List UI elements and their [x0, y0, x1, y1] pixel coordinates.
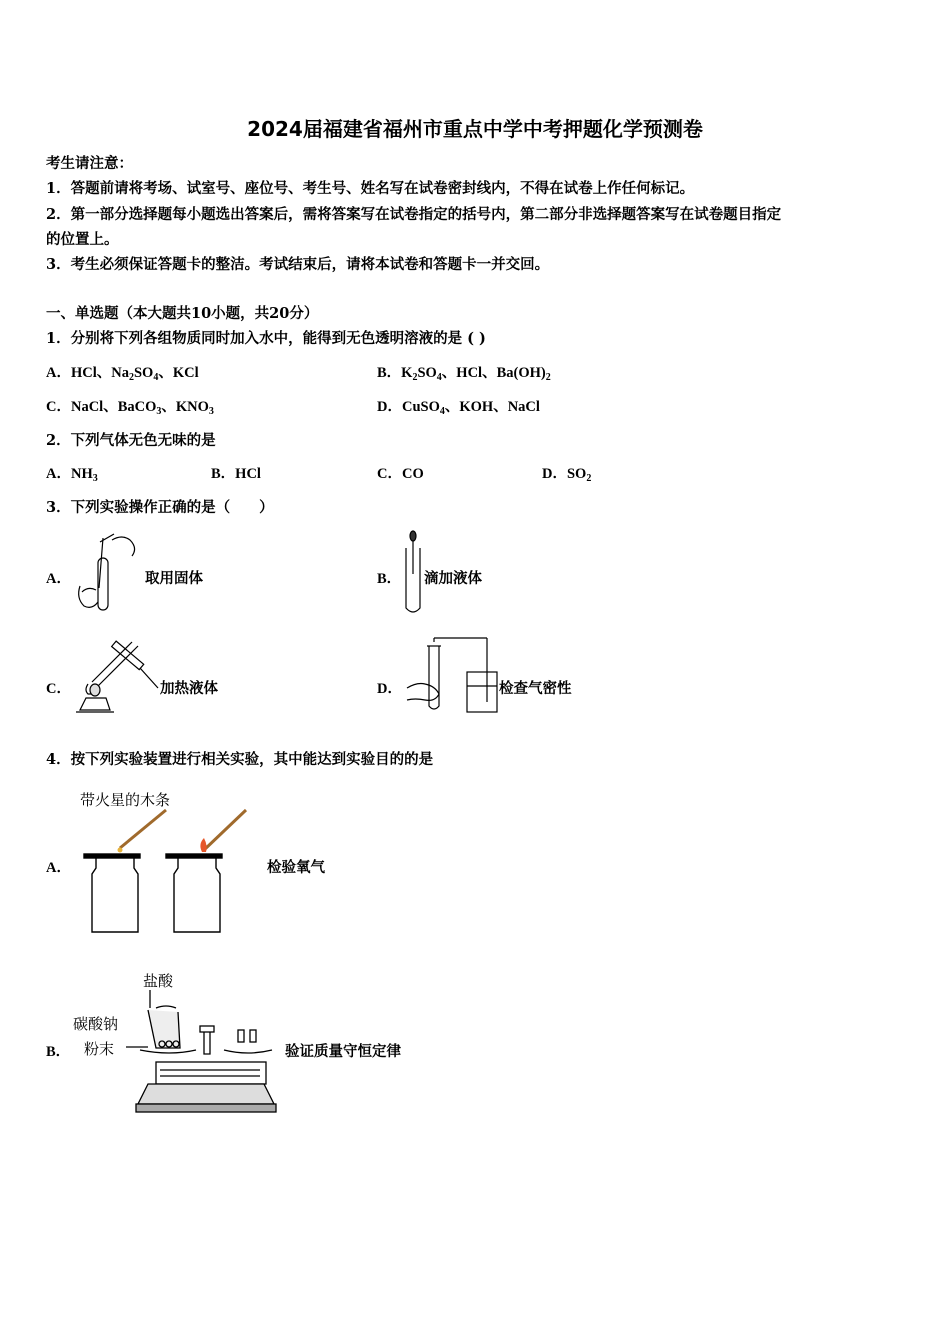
- q3-option-d-text: 检查气密性: [499, 680, 572, 697]
- q4-option-a-text: 检验氧气: [267, 859, 325, 876]
- page-title: 2024届福建省福州市重点中学中考押题化学预测卷: [247, 117, 703, 141]
- q2-stem: 2．下列气体无色无味的是: [46, 432, 216, 449]
- q3-figure-d-airtightness: [405, 636, 500, 716]
- q4-option-b-letter: B．: [46, 1044, 71, 1060]
- q4-stem: 4．按下列实验装置进行相关实验，其中能达到实验目的的是: [46, 751, 434, 768]
- q4-option-b-text: 验证质量守恒定律: [285, 1043, 401, 1060]
- q1-option-b: B．$K_2SO_4$、HCl、$Ba(OH)_2$: [377, 365, 551, 383]
- notice-heading: 考生请注意：: [46, 155, 133, 172]
- q4-figure-a-label: 带火星的木条: [80, 791, 171, 809]
- q3-option-c-letter: C．: [46, 681, 71, 697]
- q3-option-b-letter: B．: [377, 571, 402, 587]
- notice-item-2-cont: 的位置上。: [46, 231, 119, 248]
- notice-item-2: 2．第一部分选择题每小题选出答案后，需将答案写在试卷指定的括号内，第二部分非选择题答案写在试卷题目指定: [46, 206, 782, 223]
- q3-figure-b-dropper: [400, 530, 426, 616]
- q1-option-d: D．CuSO$_4$、KOH、NaCl: [377, 399, 540, 417]
- q2-option-b: B．HCl: [211, 466, 261, 482]
- section-heading: 一、单选题（本大题共10小题，共20分）: [46, 305, 319, 322]
- q3-option-c-text: 加热液体: [160, 680, 218, 697]
- q3-option-b-text: 滴加液体: [424, 570, 482, 587]
- q3-stem: 3．下列实验操作正确的是（ ）: [46, 499, 274, 516]
- notice-item-3: 3．考生必须保证答题卡的整洁。考试结束后，请将本试卷和答题卡一并交回。: [46, 256, 550, 273]
- q4-figure-b-salt-label-2: 粉末: [84, 1040, 115, 1058]
- q4-figure-b-balance: [120, 988, 280, 1116]
- q3-figure-c-heating: [70, 638, 162, 718]
- q1-option-a: A．HCl、$Na_2SO_4$、KCl: [46, 365, 199, 383]
- q3-figure-a-solid-pickup: [72, 528, 144, 616]
- q2-option-c: C．CO: [377, 466, 424, 482]
- q3-option-a-text: 取用固体: [145, 570, 203, 587]
- q1-option-c: C．NaCl、BaCO$_3$、$KNO_3$: [46, 399, 214, 417]
- q4-figure-b-salt-label-1: 碳酸钠: [73, 1015, 119, 1033]
- q4-option-a-letter: A．: [46, 860, 71, 876]
- notice-item-1: 1．答题前请将考场、试室号、座位号、考生号、姓名写在试卷密封线内，不得在试卷上作任何标记。: [46, 180, 695, 197]
- q1-stem: 1．分别将下列各组物质同时加入水中，能得到无色透明溶液的是 ( ): [46, 330, 486, 347]
- q2-option-d: D．$SO_2$: [542, 466, 592, 484]
- q2-option-a: A．$NH_3$: [46, 466, 98, 484]
- q3-option-a-letter: A．: [46, 571, 71, 587]
- q4-figure-b-acid-label: 盐酸: [143, 972, 174, 990]
- q3-option-d-letter: D．: [377, 681, 402, 697]
- q4-figure-a-oxygen-test: [82, 808, 252, 934]
